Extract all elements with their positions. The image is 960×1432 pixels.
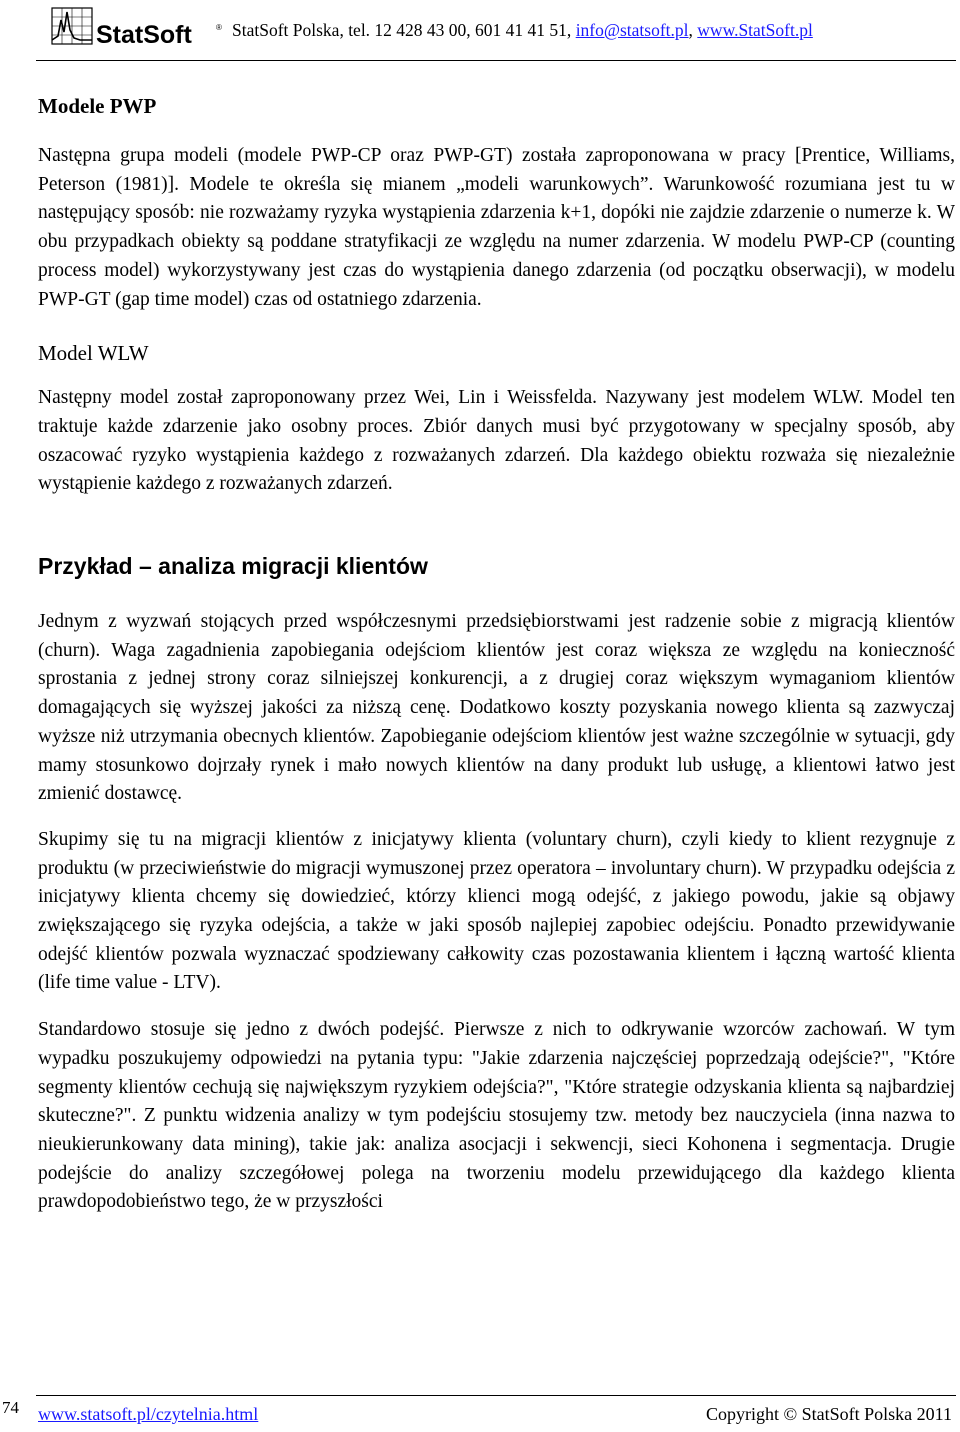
statsoft-logo xyxy=(50,2,230,52)
paragraph-wlw: Następny model został zaproponowany przez Wei, Lin i Weissfelda. Nazywany jest modelem WLW. Model ten traktuje każde zdarzenie jako osobny proces. Zbiór danych musi być przygotowany w specjalny sposób, aby oszacować ryzyko wystąpienia każdego z rozważanych zdarzeń. Dla każdego obiektu rozważa się niezależnie wystąpienie każdego z rozważanych zdarzeń. xyxy=(38,387,955,495)
page-number: 74 xyxy=(2,1398,19,1417)
svg-text:®: ® xyxy=(216,23,222,32)
footer-copyright: Copyright © StatSoft Polska 2011 xyxy=(705,1404,952,1424)
page-content xyxy=(38,92,955,1217)
footer-divider xyxy=(36,1395,956,1396)
header-email-link[interactable]: info@statsoft.pl xyxy=(575,20,689,40)
section-heading-pwp: Modele PWP xyxy=(38,94,157,118)
paragraph-example-3: Standardowo stosuje się jedno z dwóch podejść. Pierwsze z nich to odkrywanie wzorców zachowań. W tym wypadku poszukujemy odpowiedzi na pytania typu: "Jakie zdarzenia najczęściej poprzedzają odejście?", "Które segmenty klientów cechują się największym ryzykiem odejścia?", "Które strategie odzyskania klienta są najbardziej skuteczne?". Z punktu widzenia analizy w tym podejściu stosujemy tzw. metody bez nauczyciela (inna nazwa to nieukierunkowany data mining), takie jak: analiza asocjacji i sekwencji, sieci Kohonena i segmentacja. Drugie podejście do analizy szczegółowej polega na tworzeniu modelu przewidującego dla każdego klienta prawdopodobieństwo tego, że w przyszłości xyxy=(38,1019,955,1213)
paragraph-example-1: Jednym z wyzwań stojących przed współczesnymi przedsiębiorstwami jest radzenie sobie z migracją klientów (churn). Waga zagadnienia zapobiegania odejściom klientów jest coraz większa ze względu na konieczność sprostania z jednej strony coraz silniejszej konkurencji, a z drugiej coraz większym wymaganiom klientów domagających się wyższej jakości za niższą cenę. Dodatkowo koszty pozyskania nowego klienta są zazwyczaj wyższe niż utrzymania obecnych klientów. Zapobieganie odejściom klientów jest ważne szczególnie w sytuacji, gdy mamy stosunkowo dojrzały rynek i mało nowych klientów na dany produkt lub usługę, a klientowi łatwo jest zmienić dostawcę. xyxy=(38,611,955,805)
statsoft-logo-chart-icon xyxy=(50,2,230,52)
paragraph-pwp: Następna grupa modeli (modele PWP-CP oraz PWP-GT) została zaproponowana w pracy [Prentice, Williams, Peterson (1981)]. Modele te określa się mianem „modeli warunkowych”. Warunkowość rozumiana jest tu w następujący sposób: nie rozważamy ryzyka wystąpienia zdarzenia k+1, dopóki nie zajdzie zdarzenie o numerze k. W obu przypadkach obiekty są poddane stratyfikacji ze względu na numer zdarzenia. W modelu PWP-CP (counting process model) wykorzystywany jest czas do wystąpienia danego zdarzenia (od początku obserwacji), w modelu PWP-GT (gap time model) czas od ostatniego zdarzenia. xyxy=(38,145,955,310)
header-divider xyxy=(36,60,956,61)
header-contact-text: StatSoft Polska, tel. 12 428 43 00, 601 41 41 51, xyxy=(232,20,576,40)
section-heading-wlw: Model WLW xyxy=(38,341,149,366)
header-contact-info xyxy=(232,20,813,41)
header-separator: , xyxy=(688,20,698,40)
logo-text: StatSoft xyxy=(96,21,192,49)
paragraph-example-2: Skupimy się tu na migracji klientów z inicjatywy klienta (voluntary churn), czyli kiedy to klient rezygnuje z produktu (w przeciwieństwie do migracji wymuszonej przez operatora – involuntary churn). W przypadku odejścia z inicjatywy klienta chcemy się dowiedzieć, którzy klienci mogą odejść, z jakiego powodu, jakie są objawy zwiększającego się ryzyka odejścia, a także w jaki sposób najlepiej zapobiec odejściu. Ponadto przewidywanie odejść klientów pozwala wyznaczać spodziewany całkowity czas pozostawania klientem i łączną wartość klienta (life time value - LTV). xyxy=(38,828,955,994)
section-heading-example: Przykład – analiza migracji klientów xyxy=(38,553,428,580)
footer-link[interactable]: www.statsoft.pl/czytelnia.html xyxy=(38,1404,259,1424)
page-header xyxy=(0,0,960,60)
header-website-link[interactable]: www.StatSoft.pl xyxy=(697,20,813,40)
